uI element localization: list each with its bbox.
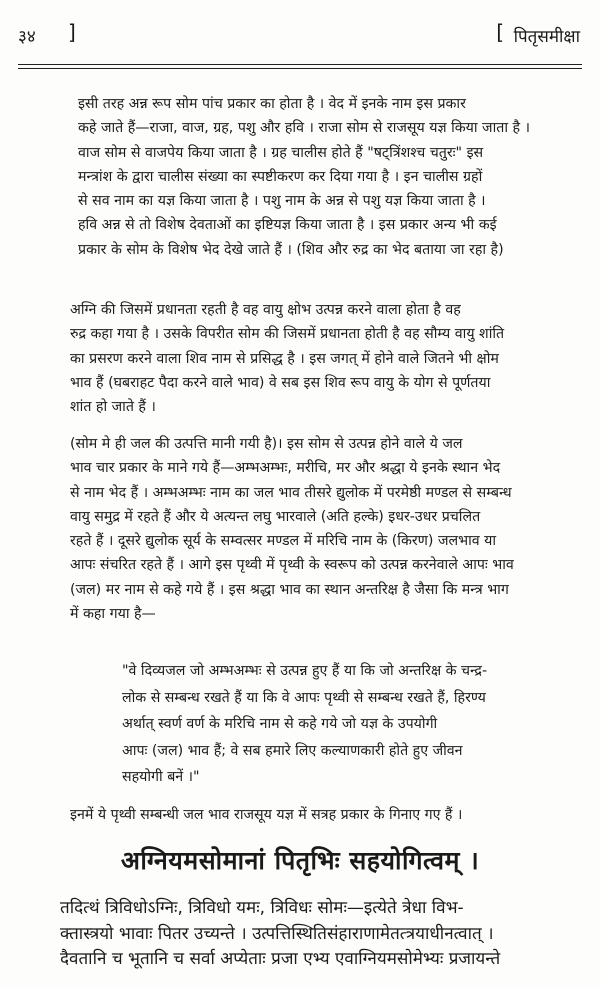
text-line: में कहा गया है—: [70, 606, 156, 623]
text-line: (सोम मे ही जल की उत्पत्ति मानी गयी है)। इस सोम से उत्पन्न होने वाले ये जल: [70, 436, 463, 452]
paragraph-seventeen-types: इनमें ये पृथ्वी सम्बन्धी जल भाव राजसूय यज्ञ में सत्रह प्रकार के गिनाए गए हैं ।: [70, 807, 463, 823]
header-bracket-right: [: [496, 20, 504, 44]
running-title: पितृसमीक्षा: [513, 27, 580, 47]
text-line: शांत हो जाते हैं ।: [70, 399, 156, 416]
text-line: रहते हैं । दूसरे द्युलोक सूर्य के सम्वत्सर मण्डल में मरिचि नाम के (किरण) जलभाव या: [70, 533, 497, 550]
text-line: आपः संचरित रहते हैं । आगे इस पृथ्वी में पृथ्वी के स्वरूप को उत्पन्न करनेवाले आपः भाव: [70, 557, 514, 574]
paragraph-rudra-shiva: [70, 298, 584, 419]
section-heading: अग्नियमसोमानां पितृभिः सहयोगित्वम् ।: [120, 846, 480, 875]
text-line: का प्रसरण करने वाला शिव नाम से प्रसिद्ध है । इस जगत् में होने वाले जितने भी क्षोम: [70, 350, 499, 367]
text-line: से सव नाम का यज्ञ किया जाता है । पशु नाम के अन्न से पशु यज्ञ किया जाता है ।: [78, 193, 486, 210]
text-line: रुद्र कहा गया है । उसके विपरीत सोम की जिसमें प्रधानता होती है वह सौम्य वायु शांति: [70, 326, 505, 343]
text-line: अग्नि की जिसमें प्रधानता रहती है वह वायु क्षोभ उत्पन्न करने वाला होता है वह: [70, 302, 461, 318]
text-line: से नाम भेद हैं । अम्भअम्भः नाम का जल भाव तीसरे द्युलोक में परमेष्ठी मण्डल से सम्बन्ध: [70, 484, 512, 501]
page-number: ३४: [18, 27, 36, 47]
sanskrit-line: तदित्थं त्रिविधोऽग्निः, त्रिविधो यमः, त्रिविधः सोमः—इत्येते त्रेधा विभ-: [60, 898, 464, 918]
text-line: इसी तरह अन्न रूप सोम पांच प्रकार का होता है । वेद में इनके नाम इस प्रकार: [78, 96, 466, 112]
text-line: हवि अन्न से तो विशेष देवताओं का इष्टियज्ञ किया जाता है । इस प्रकार अन्य भी कई: [78, 217, 497, 234]
quote-line: सहयोगी बनें ।": [122, 769, 200, 785]
paragraph-water-origin: [70, 432, 584, 626]
page-header: [18, 18, 582, 58]
quote-line: अर्थात् स्वर्ण वर्ण के मरिचि नाम से कहे गये जो यज्ञ के उपयोगी: [122, 716, 438, 732]
text-line: वाज सोम से वाजपेय किया जाता है । ग्रह चालीस होते हैं "षट्त्रिंशश्च चतुरः" इस: [78, 144, 484, 161]
sanskrit-passage: [60, 896, 590, 973]
header-rule-thin: [18, 68, 582, 69]
text-line: वायु समुद्र में रहते हैं और ये अत्यन्त लघु भारवाले (अति हल्के) इधर-उधर प्रचलित: [70, 508, 481, 525]
text-line: कहे जाते हैं—राजा, वाज, ग्रह, पशु और हवि । राजा सोम से राजसूय यज्ञ किया जाता है ।: [78, 120, 530, 137]
quote-line: आपः (जल) भाव हैं; वे सब हमारे लिए कल्याणकारी होते हुए जीवन: [122, 742, 463, 759]
quote-line: लोक से सम्बन्ध रखते हैं या कि वे आपः पृथ्वी से सम्बन्ध रखते हैं, हिरण्य: [122, 689, 486, 706]
header-rule: [18, 64, 582, 65]
sanskrit-line: दैवतानि च भूतानि च सर्वा अप्येताः प्रजा एभ्य एवाग्नियमसोमेभ्यः प्रजायन्ते: [60, 949, 501, 969]
text-line: भाव चार प्रकार के माने गये हैं—अम्भअम्भः, मरीचि, मर और श्रद्धा ये इनके स्थान भेद: [70, 460, 501, 477]
text-line: मन्त्रांश के द्वारा चालीस संख्या का स्पष्टीकरण कर दिया गया है । इन चालीस ग्रहों: [78, 168, 483, 185]
text-line: (जल) मर नाम से कहे गये हैं । इस श्रद्धा भाव का स्थान अन्तरिक्ष है जैसा कि मन्त्र भाग: [70, 581, 509, 598]
block-quote: [122, 658, 584, 791]
sanskrit-line: क्तास्त्रयो भावाः पितर उच्यन्ते । उत्पत्तिस्थितिसंहाराणामेतत्त्रयाधीनत्वात् ।: [60, 923, 494, 944]
paragraph-soma-types: [78, 92, 578, 262]
quote-line: "वे दिव्यजल जो अम्भअम्भः से उत्पन्न हुए हैं या कि जो अन्तरिक्ष के चन्द्र-: [122, 663, 488, 679]
text-line: भाव हैं (घबराहट पैदा करने वाले भाव) वे सब इस शिव रूप वायु के योग से पूर्णतया: [70, 374, 491, 391]
header-bracket-left: ]: [68, 20, 76, 44]
text-line: प्रकार के सोम के विशेष भेद देखे जाते हैं । (शिव और रुद्र का भेद बताया जा रहा है): [78, 241, 504, 258]
